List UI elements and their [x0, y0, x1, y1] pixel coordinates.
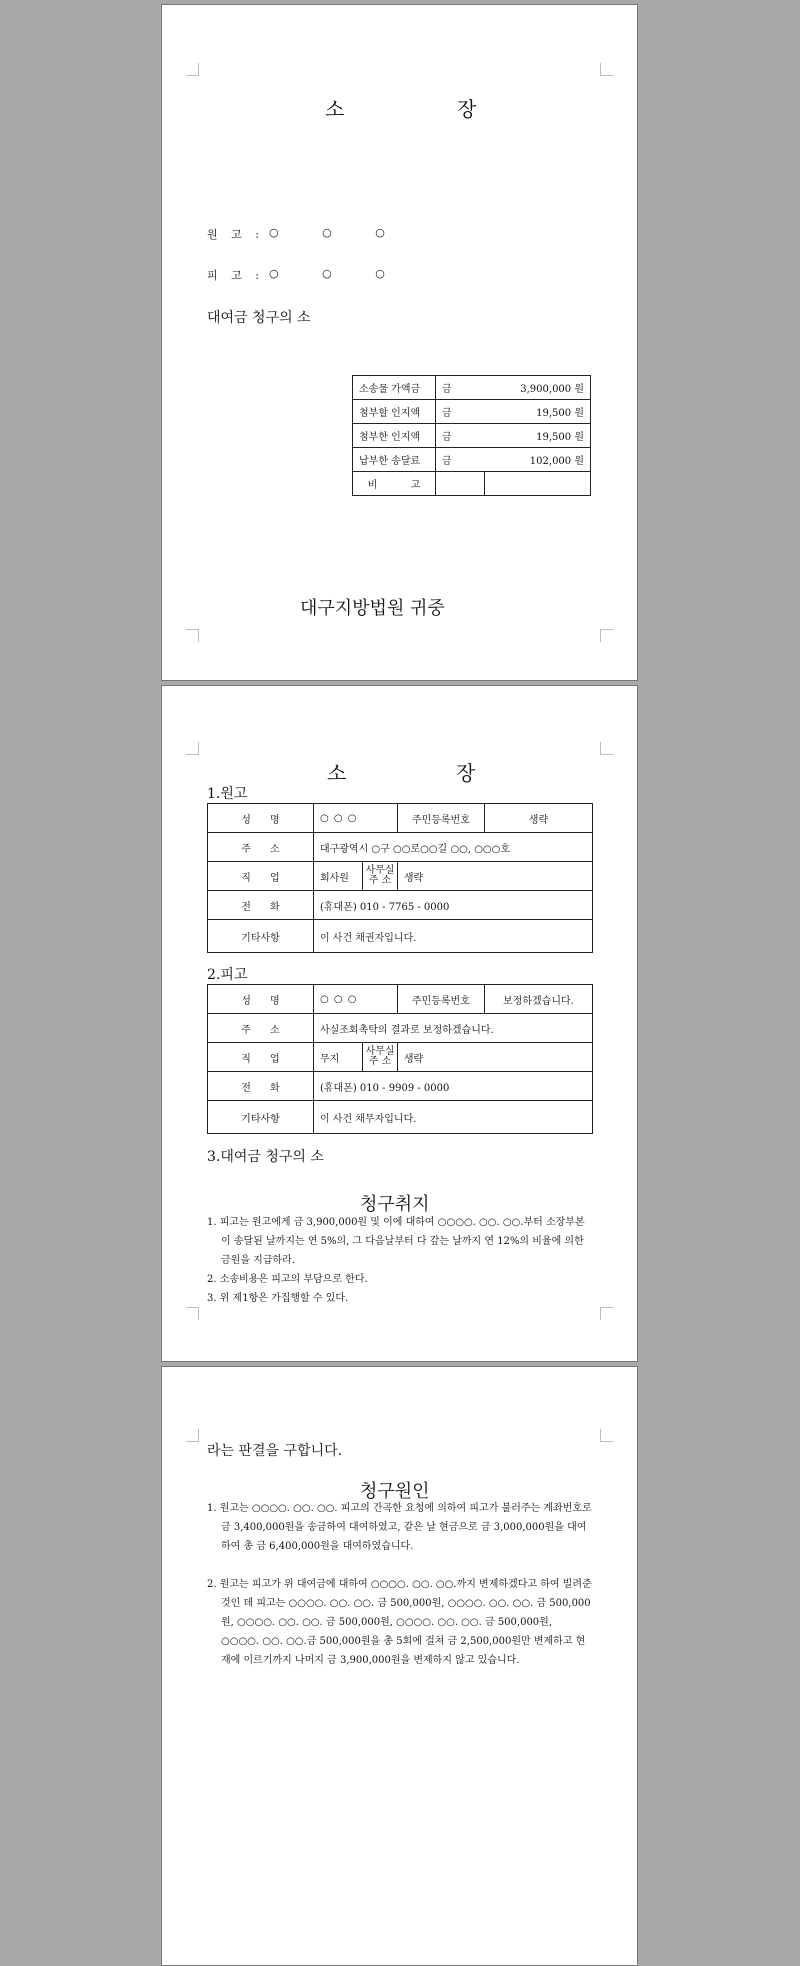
- corner-mark: [600, 629, 613, 642]
- phone-value: (휴대폰) 010 - 9909 - 0000: [313, 1072, 592, 1101]
- fee-label: 납부한 송달료: [353, 448, 436, 472]
- defendant-value: ○ ○ ○: [269, 267, 385, 280]
- table-row: [208, 1043, 593, 1072]
- name-label: 성 명: [208, 985, 314, 1014]
- phone-label: 전 화: [208, 1072, 314, 1101]
- fee-unit: 금: [436, 376, 485, 400]
- id-label: 주민등록번호: [397, 985, 484, 1014]
- page2-title-left: 소: [327, 761, 347, 785]
- name-value: ○ ○ ○: [313, 804, 397, 833]
- corner-mark: [600, 1307, 613, 1320]
- etc-value: 이 사건 채무자입니다.: [313, 1101, 592, 1134]
- table-row: [208, 985, 593, 1014]
- corner-mark: [600, 1429, 613, 1442]
- corner-mark: [186, 629, 199, 642]
- fee-table: [352, 375, 591, 496]
- purpose-title: 청구취지: [360, 1194, 430, 1215]
- job-label: 직 업: [208, 1043, 314, 1072]
- table-row: [208, 891, 593, 920]
- list-item: 2. 소송비용은 피고의 부담으로 한다.: [207, 1274, 368, 1285]
- defendant-label: 피 고 :: [207, 269, 259, 282]
- defendant-table: [207, 984, 593, 1134]
- fee-unit: 금: [436, 448, 485, 472]
- addr-label: 주 소: [208, 1014, 314, 1043]
- phone-value: (휴대폰) 010 - 7765 - 0000: [313, 891, 592, 920]
- list-item: 1. 원고는 ○○○○. ○○. ○○. 피고의 간곡한 요청에 의하여 피고가 불러주는 계좌번호로 금 3,400,000원을 송금하여 대여하였고, 같은 날 현금으로 금 3,000,000원을 대여하여 총 금 6,400,000원을 대여하였습니다.: [207, 1503, 592, 1552]
- plaintiff-value: ○ ○ ○: [269, 226, 385, 239]
- list-item: 3. 위 제1항은 가집행할 수 있다.: [207, 1293, 349, 1304]
- etc-label: 기타사항: [208, 1101, 314, 1134]
- table-row: [208, 833, 593, 862]
- cover-title-right: 장: [457, 97, 477, 121]
- purpose-list: [207, 1213, 593, 1308]
- document-page-2: [161, 685, 638, 1362]
- plaintiff-table: [207, 803, 593, 953]
- addr-value: 사실조회촉탁의 결과로 보정하겠습니다.: [313, 1014, 592, 1043]
- office-value: 생략: [397, 862, 592, 891]
- office-value: 생략: [397, 1043, 592, 1072]
- corner-mark: [186, 1307, 199, 1320]
- job-value: 무지: [313, 1043, 362, 1072]
- plaintiff-label: 원 고 :: [207, 228, 259, 241]
- id-label: 주민등록번호: [397, 804, 484, 833]
- cover-title-left: 소: [325, 97, 345, 121]
- fee-amount: [484, 472, 591, 496]
- table-row: [353, 376, 591, 400]
- table-row: [208, 1101, 593, 1134]
- cause-list: [207, 1499, 593, 1670]
- etc-label: 기타사항: [208, 920, 314, 953]
- fee-label: 비 고: [353, 472, 436, 496]
- plaintiff-heading: 1.원고: [207, 786, 248, 802]
- corner-mark: [186, 742, 199, 755]
- court-name: 대구지방법원 귀중: [300, 598, 445, 619]
- claim-heading: 3.대여금 청구의 소: [207, 1149, 324, 1165]
- table-row: [208, 862, 593, 891]
- name-value: ○ ○ ○: [313, 985, 397, 1014]
- fee-unit: 금: [436, 400, 485, 424]
- fee-amount: 102,000 원: [484, 448, 591, 472]
- table-row: [353, 472, 591, 496]
- fee-unit: [436, 472, 485, 496]
- corner-mark: [186, 63, 199, 76]
- fee-unit: 금: [436, 424, 485, 448]
- name-label: 성 명: [208, 804, 314, 833]
- office-label: 사무실 주 소: [363, 1043, 398, 1072]
- fee-label: 소송물 가액금: [353, 376, 436, 400]
- list-item: 1. 피고는 원고에게 금 3,900,000원 및 이에 대하여 ○○○○. ○○. ○○.부터 소장부본이 송달된 날까지는 연 5%의, 그 다음날부터 다 갚는 날까지 연 12%의 비율에 의한 금원을 지급하라.: [207, 1217, 585, 1266]
- list-item: 2. 원고는 피고가 위 대여금에 대하여 ○○○○. ○○. ○○.까지 변제하겠다고 하여 빌려준 것인 데 피고는 ○○○○. ○○. ○○. 금 500,000원, ○○○○. ○○. ○○. 금 500,000원, ○○○○. ○○. ○○. 금 500,000원, ○○○○. ○○. ○○. 금 500,000원, ○○○○. ○○. ○○.금 500,000원을 총 5회에 걸쳐 금 2,500,000원만 변제하고 현재에 이르기까지 나머지 금 3,900,000원을 변제하지 않고 있습니다.: [207, 1579, 592, 1666]
- job-label: 직 업: [208, 862, 314, 891]
- table-row: [353, 400, 591, 424]
- page2-title-right: 장: [456, 761, 476, 785]
- fee-label: 첨부할 인지액: [353, 400, 436, 424]
- id-value: 생략: [484, 804, 592, 833]
- cause-title: 청구원인: [360, 1481, 430, 1502]
- document-page-3: [161, 1366, 638, 1966]
- judgment-text: 라는 판결을 구합니다.: [207, 1443, 343, 1459]
- corner-mark: [600, 742, 613, 755]
- table-row: [208, 1072, 593, 1101]
- fee-amount: 19,500 원: [484, 424, 591, 448]
- job-value: 회사원: [313, 862, 362, 891]
- etc-value: 이 사건 채권자입니다.: [313, 920, 592, 953]
- table-row: [208, 804, 593, 833]
- defendant-heading: 2.피고: [207, 967, 248, 983]
- addr-value: 대구광역시 ○구 ○○로○○길 ○○, ○○○호: [313, 833, 592, 862]
- table-row: [353, 424, 591, 448]
- fee-label: 첨부한 인지액: [353, 424, 436, 448]
- document-page-1: [161, 4, 638, 681]
- table-row: [353, 448, 591, 472]
- case-name: 대여금 청구의 소: [207, 310, 311, 326]
- table-row: [208, 920, 593, 953]
- fee-amount: 19,500 원: [484, 400, 591, 424]
- phone-label: 전 화: [208, 891, 314, 920]
- table-row: [208, 1014, 593, 1043]
- fee-amount: 3,900,000 원: [484, 376, 591, 400]
- corner-mark: [186, 1429, 199, 1442]
- office-label: 사무실 주 소: [363, 862, 398, 891]
- corner-mark: [600, 63, 613, 76]
- addr-label: 주 소: [208, 833, 314, 862]
- id-value: 보정하겠습니다.: [484, 985, 592, 1014]
